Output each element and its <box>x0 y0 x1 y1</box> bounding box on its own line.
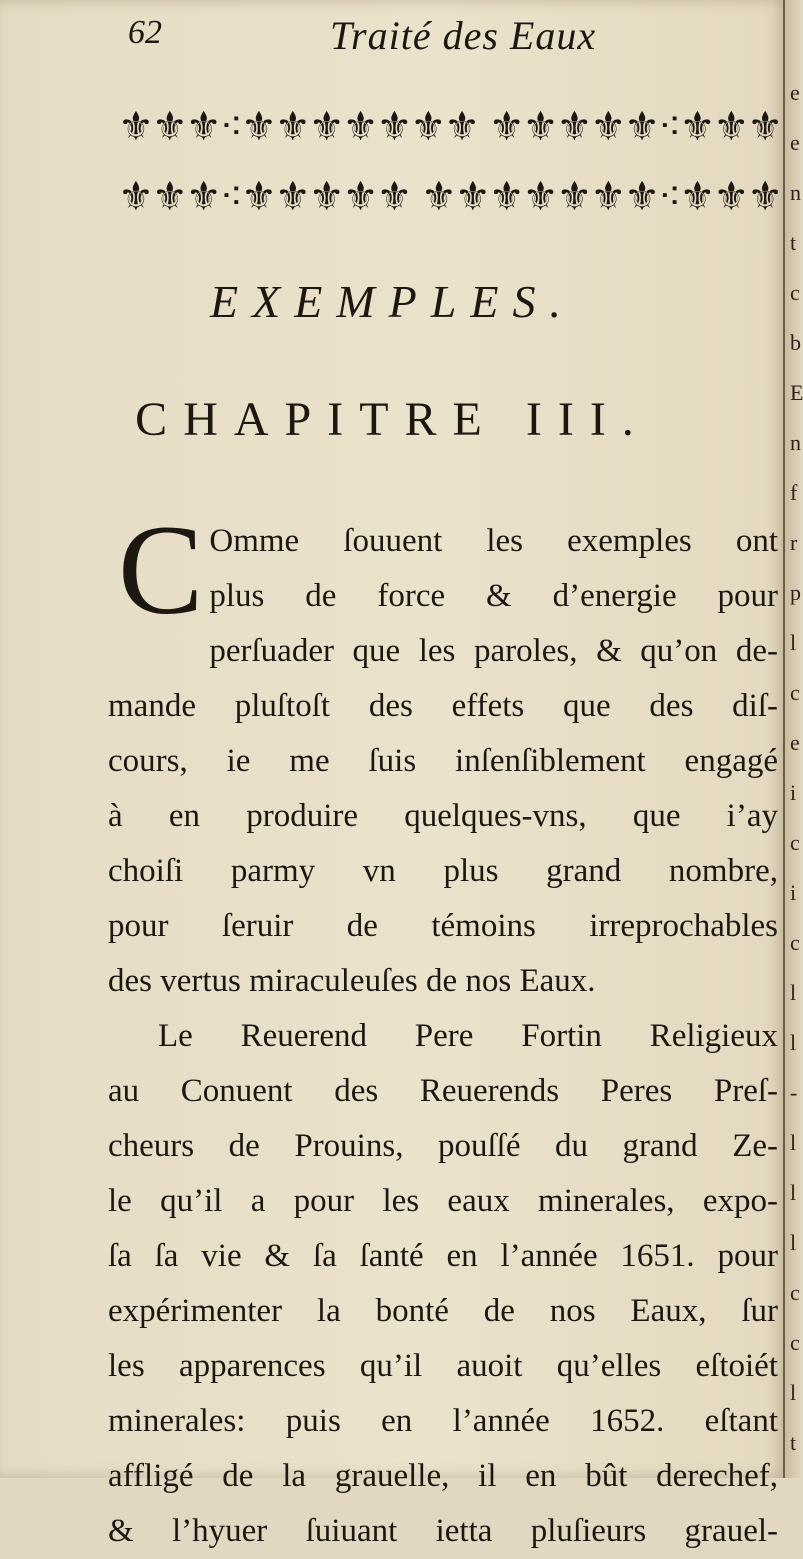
text-line: perſuader que les paroles, & qu’on de- <box>209 633 778 669</box>
edge-letter: f <box>790 480 798 505</box>
edge-letter: l <box>790 980 797 1005</box>
edge-letter: c <box>790 830 800 855</box>
edge-letter: t <box>790 1430 797 1455</box>
text-line: à en produire quelques-vns, que i’ay <box>108 798 778 834</box>
paragraph-2 <box>108 1009 778 1559</box>
text-line: cheurs de Prouins, pouſſé du grand Ze- <box>108 1128 778 1164</box>
edge-letter: i <box>790 780 797 805</box>
edge-letter: l <box>790 1380 797 1405</box>
edge-letter: n <box>790 180 801 205</box>
edge-letter: E <box>790 380 803 405</box>
text-line: choiſi parmy vn plus grand nombre, <box>108 853 778 889</box>
edge-letter: r <box>790 530 798 555</box>
edge-letter: e <box>790 80 800 105</box>
edge-letter: n <box>790 430 801 455</box>
edge-letter: l <box>790 1030 797 1055</box>
edge-letter: e <box>790 730 800 755</box>
ornament-row-bottom: ⚜⚜⚜⁖⚜⚜⚜⚜⚜ ⚜⚜⚜⚜⚜⚜⚜⁖⚜⚜⚜ <box>118 174 782 220</box>
text-line: des vertus miraculeuſes de nos Eaux. <box>108 963 596 999</box>
edge-letter: e <box>790 130 800 155</box>
running-title: Traité des Eaux <box>330 13 597 58</box>
fleuron-ornament-band <box>118 92 783 232</box>
text-line: minerales: puis en l’année 1652. eſtant <box>108 1403 778 1439</box>
text-line: ſa ſa vie & ſa ſanté en l’année 1651. pour <box>108 1238 778 1274</box>
edge-letter: c <box>790 680 800 705</box>
edge-letter: l <box>790 1130 797 1155</box>
text-line: cours, ie me ſuis inſenſiblement engagé <box>108 743 778 779</box>
text-line: les apparences qu’il auoit qu’elles eſtoiét <box>108 1348 778 1384</box>
edge-letter: i <box>790 880 797 905</box>
edge-letter: t <box>790 230 797 255</box>
drop-cap: C <box>118 499 204 641</box>
edge-letter: - <box>790 1080 798 1105</box>
text-line: pour ſeruir de témoins irreprochables <box>108 908 778 944</box>
edge-letter: l <box>790 1230 797 1255</box>
running-head <box>120 14 725 64</box>
section-title: EXEMPLES. <box>210 276 575 327</box>
facing-page-edge <box>783 0 803 1478</box>
chapter-title: CHAPITRE III. <box>135 393 650 446</box>
text-line: Omme ſouuent les exemples ont <box>209 523 778 559</box>
paragraph-1 <box>108 499 778 1009</box>
text-line: plus de force & d’energie pour <box>209 578 778 614</box>
edge-letter: l <box>790 630 797 655</box>
body-text <box>108 499 778 1559</box>
edge-letter: c <box>790 280 800 305</box>
text-line: le qu’il a pour les eaux minerales, expo- <box>108 1183 778 1219</box>
text-line: au Conuent des Reuerends Peres Preſ- <box>108 1073 778 1109</box>
text-line: & l’hyuer ſuiuant ietta pluſieurs grauel- <box>108 1513 778 1549</box>
text-line: mande pluſtoſt des effets que des diſ- <box>108 688 778 724</box>
page-number: 62 <box>128 14 162 51</box>
edge-letter: c <box>790 1280 800 1305</box>
ornament-row-top: ⚜⚜⚜⁖⚜⚜⚜⚜⚜⚜⚜ ⚜⚜⚜⚜⚜⁖⚜⚜⚜ <box>118 104 782 150</box>
edge-letter: c <box>790 930 800 955</box>
edge-letter: b <box>790 330 801 355</box>
text-line: Le Reuerend Pere Fortin Religieux <box>158 1018 778 1054</box>
text-line: affligé de la grauelle, il en bût derechef, <box>108 1458 778 1494</box>
edge-letter: l <box>790 1180 797 1205</box>
edge-letter: c <box>790 1330 800 1355</box>
edge-letter: p <box>790 580 801 605</box>
text-line: expérimenter la bonté de nos Eaux, ſur <box>108 1293 778 1329</box>
